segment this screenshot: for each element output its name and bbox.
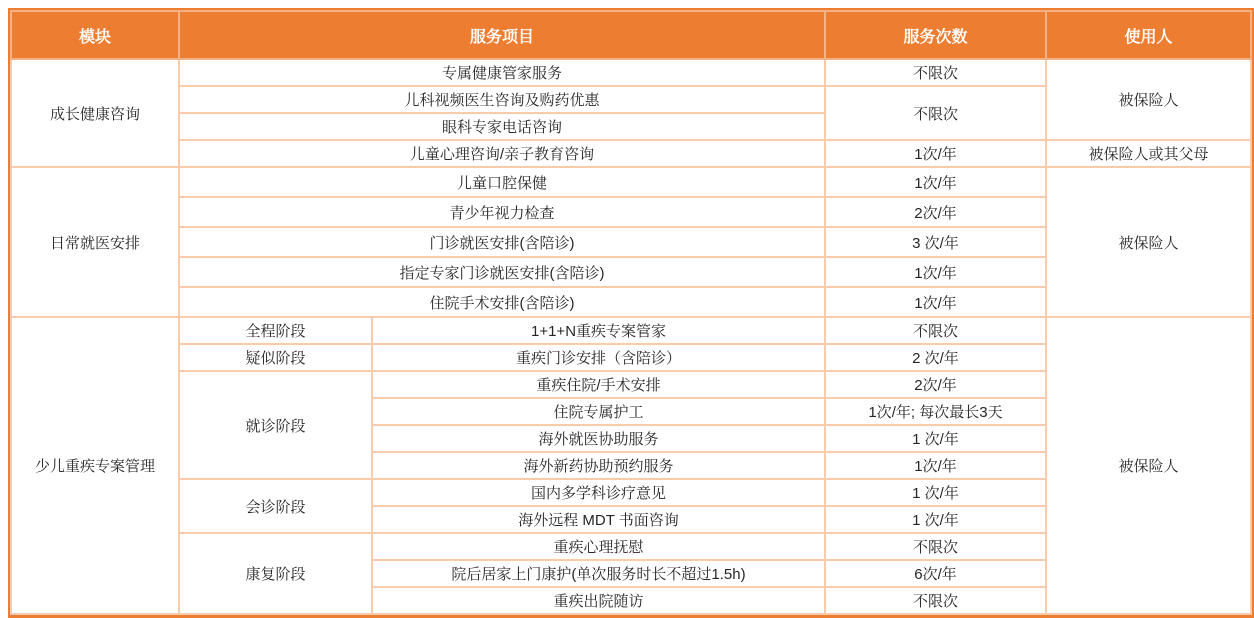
benefits-table: [10, 10, 1252, 615]
service-cell: 眼科专家电话咨询: [179, 113, 825, 140]
stage-cell: 康复阶段: [179, 533, 372, 614]
count-cell: 2次/年: [825, 197, 1046, 227]
count-cell: 1次/年: [825, 452, 1046, 479]
user-cell: 被保险人: [1046, 167, 1251, 317]
count-cell: 2 次/年: [825, 344, 1046, 371]
user-cell: 被保险人: [1046, 59, 1251, 140]
header-service: 服务项目: [179, 11, 825, 59]
service-cell: 重疾心理抚慰: [372, 533, 825, 560]
service-cell: 海外就医协助服务: [372, 425, 825, 452]
stage-cell: 会诊阶段: [179, 479, 372, 533]
service-cell: 1+1+N重疾专案管家: [372, 317, 825, 344]
count-cell: 不限次: [825, 587, 1046, 614]
user-cell: 被保险人或其父母: [1046, 140, 1251, 167]
table-row: [11, 167, 1251, 197]
count-cell: 1次/年: [825, 140, 1046, 167]
count-cell: 不限次: [825, 59, 1046, 86]
header-module: 模块: [11, 11, 179, 59]
service-cell: 海外新药协助预约服务: [372, 452, 825, 479]
service-cell: 国内多学科诊疗意见: [372, 479, 825, 506]
header-count: 服务次数: [825, 11, 1046, 59]
stage-cell: 全程阶段: [179, 317, 372, 344]
service-cell: 儿科视频医生咨询及购药优惠: [179, 86, 825, 113]
count-cell: 1次/年: [825, 257, 1046, 287]
stage-cell: 就诊阶段: [179, 371, 372, 479]
user-cell: 被保险人: [1046, 317, 1251, 614]
service-cell: 儿童口腔保健: [179, 167, 825, 197]
table-row: [11, 140, 1251, 167]
service-cell: 门诊就医安排(含陪诊): [179, 227, 825, 257]
header-row: [11, 11, 1251, 59]
count-cell: 2次/年: [825, 371, 1046, 398]
count-cell: 6次/年: [825, 560, 1046, 587]
service-cell: 青少年视力检查: [179, 197, 825, 227]
service-cell: 住院手术安排(含陪诊): [179, 287, 825, 317]
count-cell: 3 次/年: [825, 227, 1046, 257]
count-cell: 不限次: [825, 86, 1046, 140]
count-cell: 不限次: [825, 317, 1046, 344]
service-cell: 指定专家门诊就医安排(含陪诊): [179, 257, 825, 287]
count-cell: 不限次: [825, 533, 1046, 560]
count-cell: 1次/年: [825, 167, 1046, 197]
module-cell: 日常就医安排: [11, 167, 179, 317]
service-cell: 海外远程 MDT 书面咨询: [372, 506, 825, 533]
count-cell: 1 次/年: [825, 506, 1046, 533]
service-cell: 重疾门诊安排（含陪诊）: [372, 344, 825, 371]
module-cell: 少儿重疾专案管理: [11, 317, 179, 614]
service-cell: 专属健康管家服务: [179, 59, 825, 86]
count-cell: 1 次/年: [825, 479, 1046, 506]
count-cell: 1次/年: [825, 287, 1046, 317]
service-cell: 儿童心理咨询/亲子教育咨询: [179, 140, 825, 167]
service-cell: 住院专属护工: [372, 398, 825, 425]
table-row: [11, 59, 1251, 86]
service-cell: 院后居家上门康护(单次服务时长不超过1.5h): [372, 560, 825, 587]
module-cell: 成长健康咨询: [11, 59, 179, 167]
service-cell: 重疾出院随访: [372, 587, 825, 614]
stage-cell: 疑似阶段: [179, 344, 372, 371]
table-row: [11, 317, 1251, 344]
count-cell: 1 次/年: [825, 425, 1046, 452]
count-cell: 1次/年; 每次最长3天: [825, 398, 1046, 425]
header-user: 使用人: [1046, 11, 1251, 59]
benefits-table-container: [8, 8, 1254, 618]
service-cell: 重疾住院/手术安排: [372, 371, 825, 398]
